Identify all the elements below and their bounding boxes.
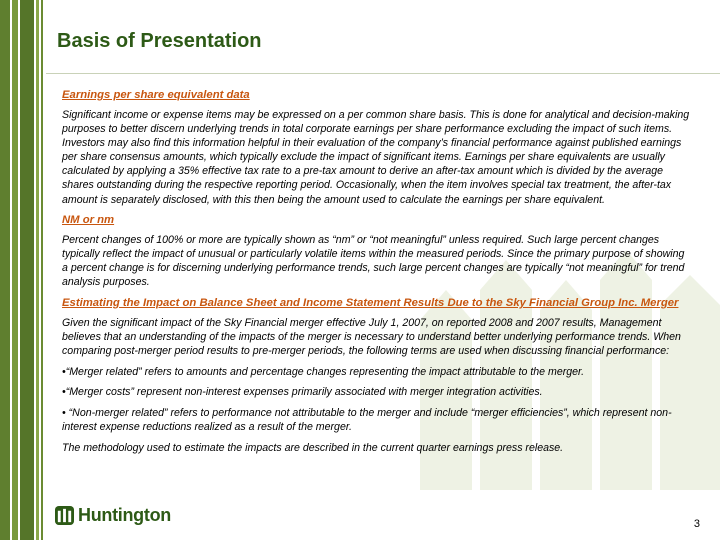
section-body-merger: Given the significant impact of the Sky Financial merger effective July 1, 2007, on reported 2008 and 2007 results, Management believes that an understanding of the impacts of the merger is necessary to understand better underlying performance trends. When comparing post-merger period results to pre-merger periods, the following terms are used when discussing financial performance: xyxy=(62,317,681,358)
content-body xyxy=(62,88,690,461)
section-body-nm: Percent changes of 100% or more are typically shown as “nm” or “not meaningful” unless required. Such large percent changes typically reflect the impact of unusual or particularly volatile items within the measured periods. Since the primary purpose of showing a percent change is for discerning underlying performance trends, such large percent changes are typically “not meaningful” for trend analysis purposes. xyxy=(62,234,685,289)
side-bar xyxy=(20,0,34,540)
side-bar xyxy=(0,0,10,540)
page-title: Basis of Presentation xyxy=(57,30,262,52)
bullet-non-merger-related: • “Non-merger related” refers to performance not attributable to the merger and include “merger efficiencies”, which represent non-interest expense reductions realized as a result of the merger. xyxy=(62,407,672,434)
huntington-logo xyxy=(55,505,171,526)
section-closing-merger: The methodology used to estimate the impacts are described in the current quarter earnings press release. xyxy=(62,441,564,454)
decorative-side-bars xyxy=(0,0,46,540)
bullet-merger-related: •“Merger related” refers to amounts and percentage changes representing the impact attributable to the merger. xyxy=(62,365,585,378)
title-divider xyxy=(46,73,720,74)
logo-wordmark: Huntington xyxy=(78,505,171,525)
huntington-logo-mark-icon xyxy=(55,506,74,525)
section-heading-eps: Earnings per share equivalent data xyxy=(62,89,250,101)
section-heading-nm: NM or nm xyxy=(62,214,115,227)
side-bar xyxy=(36,0,39,540)
page-number: 3 xyxy=(693,518,700,530)
section-body-eps: Significant income or expense items may be expressed on a per common share basis. This is done for analytical and decision-making purposes to better discern underlying trends in total corporate earnings per share performance excluding the impact of such items. Investors may also find this information helpful in their evaluation of the company’s financial performance against published earnings per share consensus amounts, which typically exclude the impact of significant items. Earnings per share equivalents are usually calculated by applying a 35% effective tax rate to a pre-tax amount to derive an after-tax amount which is divided by the average shares outstanding during the respective reporting period. Occasionally, when the item involves special tax treatment, the after-tax amount is separately disclosed, with this then being the amount used to calculate the earnings per share equivalent. xyxy=(62,109,690,206)
section-heading-merger: Estimating the Impact on Balance Sheet and Income Statement Results Due to the Sky Financial Group Inc. Merger xyxy=(62,297,679,310)
side-bar xyxy=(41,0,43,540)
bullet-merger-costs: •“Merger costs” represent non-interest expenses primarily associated with merger integration activities. xyxy=(62,386,543,399)
side-bar xyxy=(12,0,18,540)
